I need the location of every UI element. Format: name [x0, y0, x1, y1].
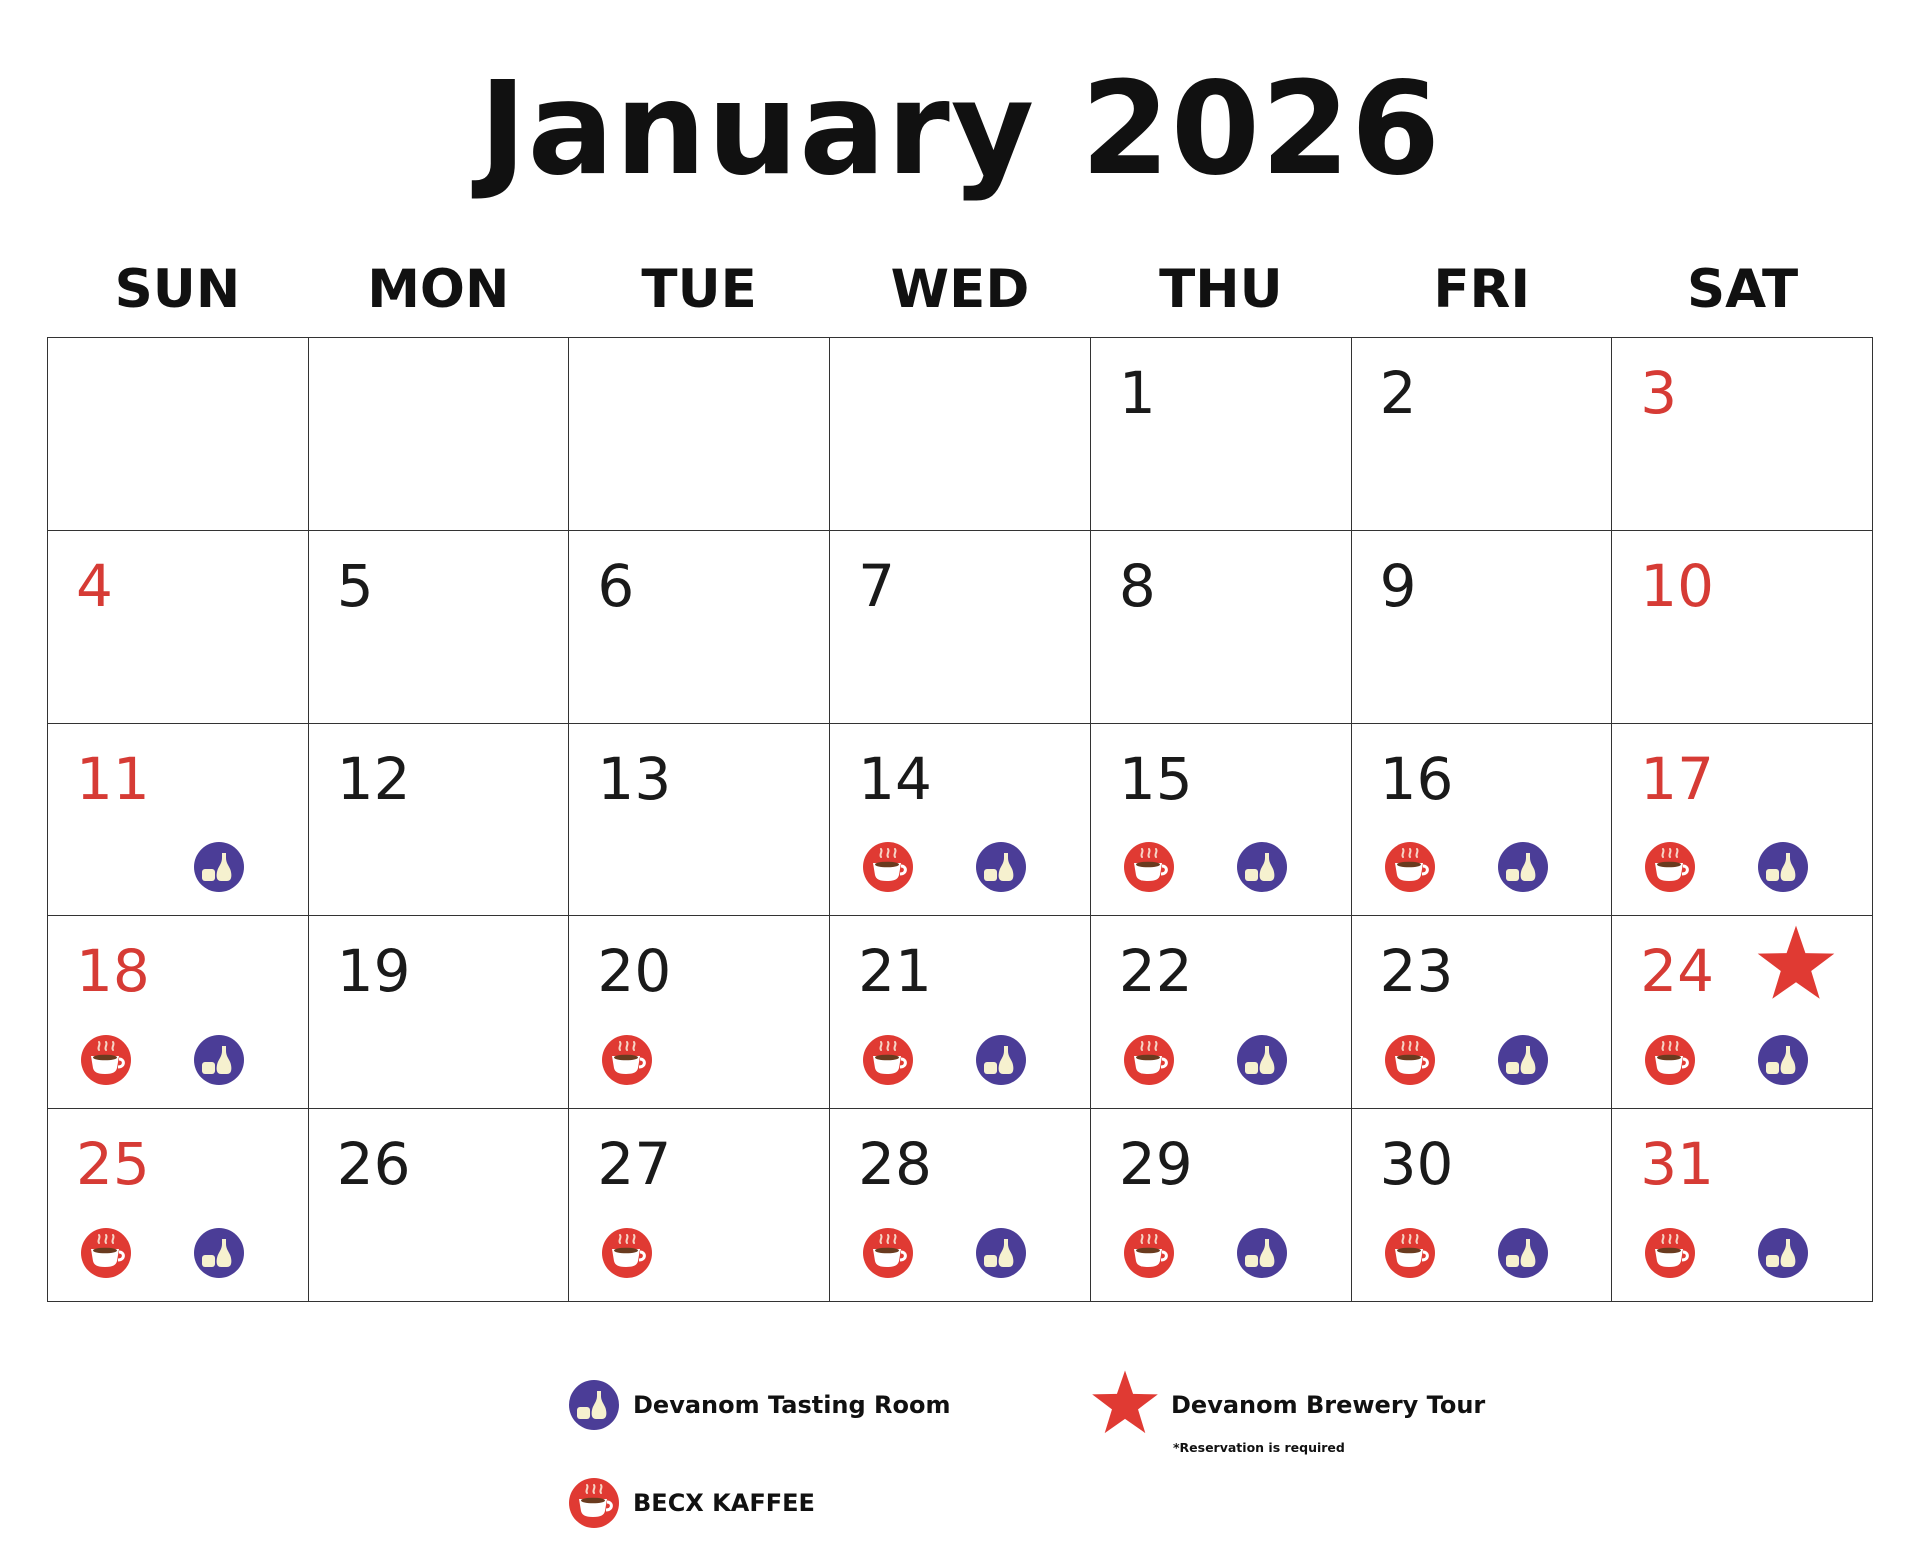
- legend-kaffee-label: BECX KAFFEE: [633, 1489, 815, 1517]
- date-number: 23: [1379, 937, 1454, 1006]
- weekday-mon: MON: [367, 259, 510, 320]
- date-number: 16: [1379, 744, 1454, 813]
- coffee-cup-icon: [1644, 841, 1696, 893]
- day-cell-15: [1091, 724, 1352, 917]
- date-number: 31: [1640, 1130, 1715, 1199]
- date-number: 18: [76, 937, 150, 1006]
- day-cell-28: [830, 1109, 1091, 1302]
- event-icons: [48, 1227, 308, 1279]
- sake-bottle-icon: [1757, 1034, 1809, 1086]
- sake-bottle-icon: [975, 1034, 1027, 1086]
- day-cell-4: [48, 531, 309, 724]
- event-icons: [830, 841, 1090, 893]
- calendar-grid: [47, 337, 1873, 1302]
- day-cell-26: [309, 1109, 570, 1302]
- coffee-cup-icon: [601, 1034, 653, 1086]
- day-cell-21: [830, 916, 1091, 1109]
- event-icons: [1091, 841, 1351, 893]
- event-icons: [1352, 841, 1612, 893]
- day-cell-empty: [830, 338, 1091, 531]
- event-icons: [1612, 841, 1872, 893]
- sake-bottle-icon: [193, 1227, 245, 1279]
- day-cell-27: [569, 1109, 830, 1302]
- weekday-thu: THU: [1159, 259, 1283, 320]
- coffee-cup-icon: [80, 1034, 132, 1086]
- event-icons: [1612, 1227, 1872, 1279]
- day-cell-empty: [309, 338, 570, 531]
- coffee-cup-icon: [1384, 1034, 1436, 1086]
- reservation-note: *Reservation is required: [1173, 1440, 1345, 1455]
- coffee-cup-icon: [568, 1477, 620, 1529]
- day-cell-9: [1352, 531, 1613, 724]
- sake-bottle-icon: [1497, 1227, 1549, 1279]
- event-icons: [830, 1227, 1090, 1279]
- weekday-header-row: [47, 255, 1873, 325]
- date-number: 10: [1640, 551, 1715, 620]
- coffee-cup-icon: [862, 1034, 914, 1086]
- calendar-title: January 2026: [479, 55, 1441, 204]
- weekday-sun: SUN: [114, 259, 241, 320]
- day-cell-10: [1612, 531, 1873, 724]
- coffee-cup-icon: [1384, 1227, 1436, 1279]
- day-cell-24: [1612, 916, 1873, 1109]
- day-cell-18: [48, 916, 309, 1109]
- date-number: 27: [597, 1130, 672, 1199]
- day-cell-22: [1091, 916, 1352, 1109]
- day-cell-2: [1352, 338, 1613, 531]
- sake-bottle-icon: [568, 1379, 620, 1431]
- legend-tour-label: Devanom Brewery Tour: [1171, 1391, 1486, 1419]
- day-cell-7: [830, 531, 1091, 724]
- sake-bottle-icon: [1497, 1034, 1549, 1086]
- event-icons: [569, 1227, 829, 1279]
- date-number: 11: [76, 744, 150, 813]
- day-cell-1: [1091, 338, 1352, 531]
- date-number: 15: [1118, 744, 1193, 813]
- day-cell-13: [569, 724, 830, 917]
- day-cell-29: [1091, 1109, 1352, 1302]
- day-cell-6: [569, 531, 830, 724]
- star-icon: [1754, 924, 1838, 1008]
- legend-tasting-label: Devanom Tasting Room: [633, 1391, 951, 1419]
- coffee-cup-icon: [80, 1227, 132, 1279]
- date-number: 24: [1640, 937, 1715, 1006]
- sake-bottle-icon: [193, 1034, 245, 1086]
- sake-bottle-icon: [1236, 1034, 1288, 1086]
- day-cell-11: [48, 724, 309, 917]
- day-cell-5: [309, 531, 570, 724]
- event-icons: [1091, 1034, 1351, 1086]
- day-cell-25: [48, 1109, 309, 1302]
- event-icons: [1352, 1034, 1612, 1086]
- day-cell-20: [569, 916, 830, 1109]
- day-cell-14: [830, 724, 1091, 917]
- coffee-cup-icon: [1123, 1227, 1175, 1279]
- coffee-cup-icon: [1384, 841, 1436, 893]
- day-cell-31: [1612, 1109, 1873, 1302]
- coffee-cup-icon: [862, 841, 914, 893]
- star-icon: [1089, 1369, 1161, 1441]
- day-cell-empty: [569, 338, 830, 531]
- sake-bottle-icon: [1236, 841, 1288, 893]
- date-number: 5: [336, 551, 374, 620]
- date-number: 22: [1118, 937, 1193, 1006]
- coffee-cup-icon: [862, 1227, 914, 1279]
- sake-bottle-icon: [1757, 841, 1809, 893]
- sake-bottle-icon: [193, 841, 245, 893]
- day-cell-19: [309, 916, 570, 1109]
- legend-becx-kaffee: [568, 1477, 815, 1529]
- day-cell-8: [1091, 531, 1352, 724]
- date-number: 20: [597, 937, 672, 1006]
- date-number: 26: [336, 1130, 411, 1199]
- event-icons: [830, 1034, 1090, 1086]
- date-number: 2: [1379, 359, 1417, 427]
- date-number: 8: [1118, 551, 1156, 620]
- day-cell-30: [1352, 1109, 1613, 1302]
- weekday-tue: TUE: [641, 259, 757, 320]
- date-number: 25: [76, 1130, 150, 1199]
- coffee-cup-icon: [1123, 1034, 1175, 1086]
- day-cell-empty: [48, 338, 309, 531]
- event-icons: [569, 1034, 829, 1086]
- sake-bottle-icon: [975, 841, 1027, 893]
- date-number: 9: [1379, 551, 1417, 620]
- legend-brewery-tour: [1089, 1369, 1485, 1441]
- date-number: 19: [336, 937, 411, 1006]
- coffee-cup-icon: [1644, 1034, 1696, 1086]
- day-cell-3: [1612, 338, 1873, 531]
- coffee-cup-icon: [1123, 841, 1175, 893]
- date-number: 7: [858, 551, 896, 620]
- day-cell-16: [1352, 724, 1613, 917]
- date-number: 13: [597, 744, 672, 813]
- date-number: 4: [76, 551, 113, 620]
- event-icons: [1612, 1034, 1872, 1086]
- date-number: 3: [1640, 359, 1678, 427]
- date-number: 30: [1379, 1130, 1454, 1199]
- coffee-cup-icon: [601, 1227, 653, 1279]
- date-number: 14: [858, 744, 932, 813]
- event-icons: [48, 841, 308, 893]
- date-number: 21: [858, 937, 932, 1006]
- sake-bottle-icon: [1497, 841, 1549, 893]
- legend-tasting-room: [568, 1379, 951, 1431]
- date-number: 17: [1640, 744, 1715, 813]
- sake-bottle-icon: [975, 1227, 1027, 1279]
- weekday-fri: FRI: [1433, 259, 1531, 320]
- event-icons: [1091, 1227, 1351, 1279]
- date-number: 12: [336, 744, 411, 813]
- day-cell-23: [1352, 916, 1613, 1109]
- date-number: 6: [597, 551, 635, 620]
- event-icons: [48, 1034, 308, 1086]
- day-cell-17: [1612, 724, 1873, 917]
- event-icons: [1352, 1227, 1612, 1279]
- date-number: 28: [858, 1130, 932, 1199]
- date-number: 1: [1118, 359, 1156, 427]
- date-number: 29: [1118, 1130, 1193, 1199]
- weekday-sat: SAT: [1686, 259, 1799, 320]
- day-cell-12: [309, 724, 570, 917]
- sake-bottle-icon: [1236, 1227, 1288, 1279]
- coffee-cup-icon: [1644, 1227, 1696, 1279]
- weekday-wed: WED: [890, 259, 1030, 320]
- sake-bottle-icon: [1757, 1227, 1809, 1279]
